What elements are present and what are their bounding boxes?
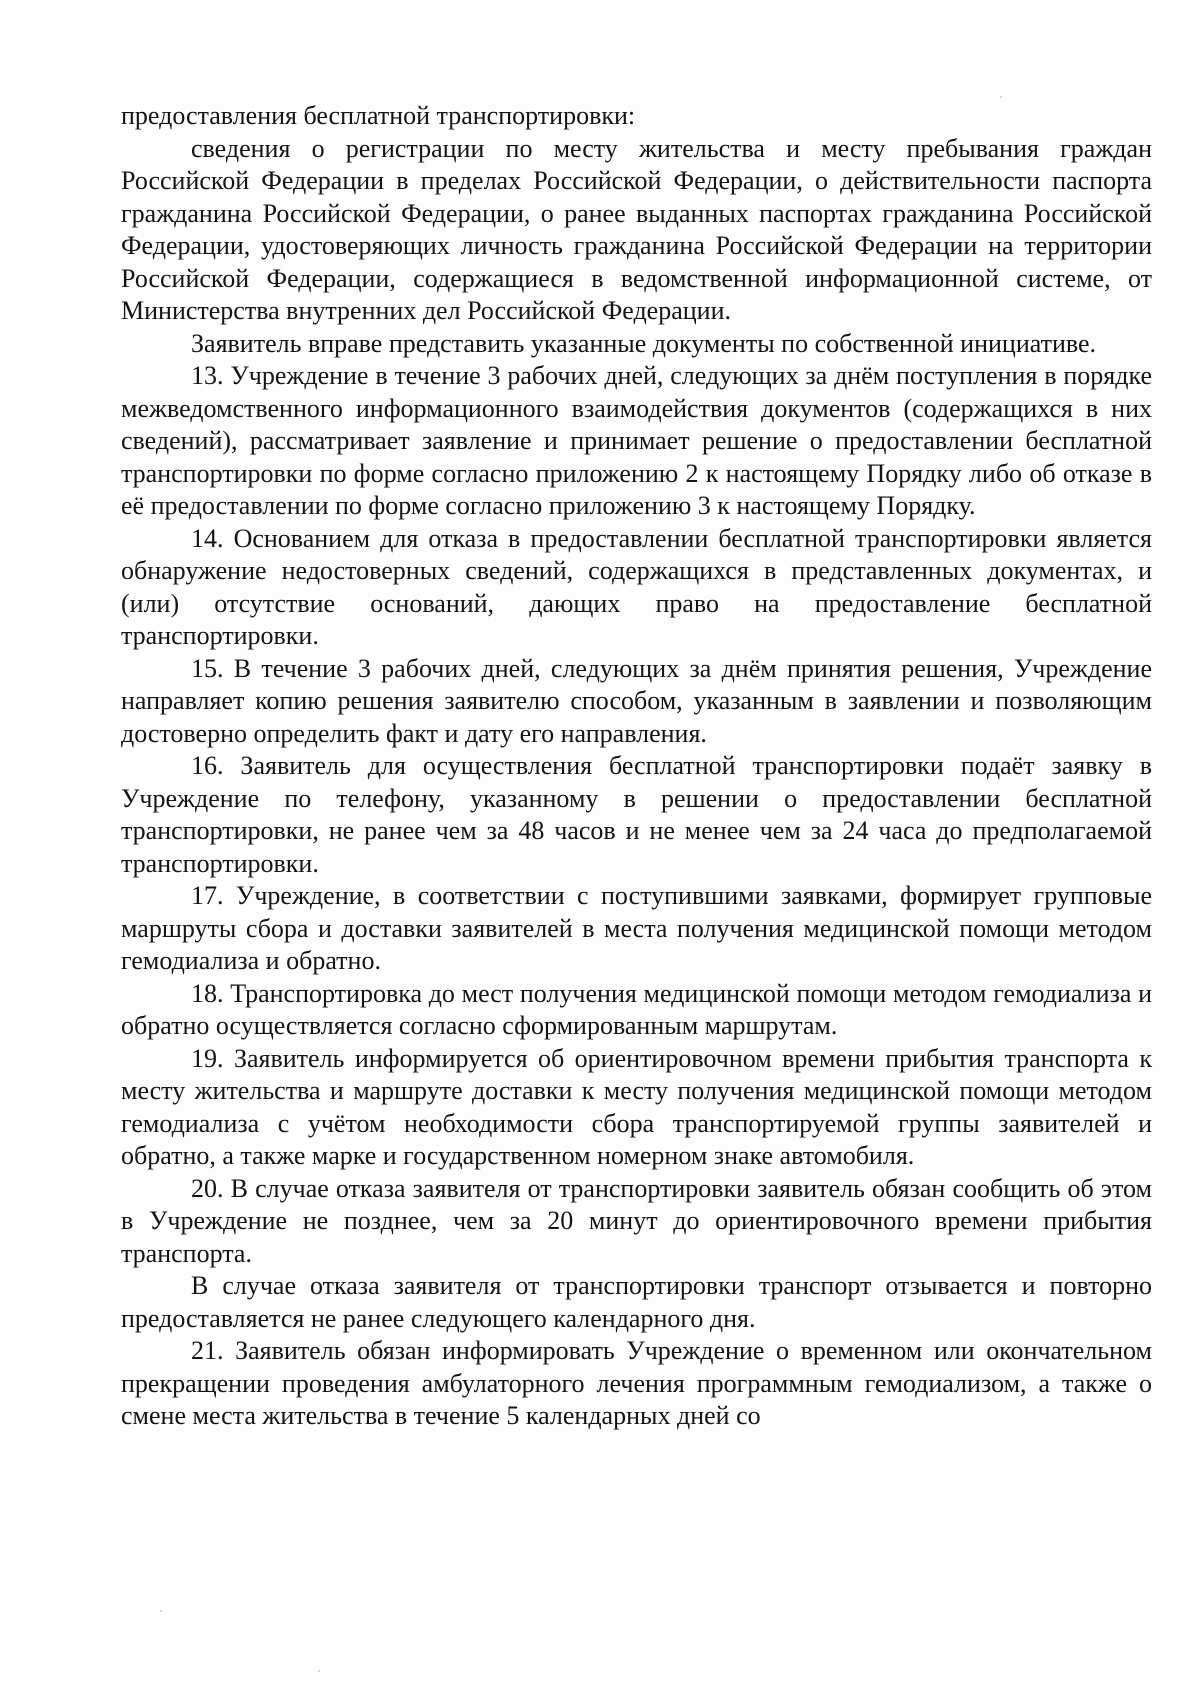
paragraph-item-18: 18. Транспортировка до мест получения медицинской помощи методом гемодиализа и обратно осуществляется согласно сформированным маршрутам. <box>121 978 1152 1040</box>
paragraph-item-19: 19. Заявитель информируется об ориентировочном времени прибытия транспорта к месту жительства и маршруте доставки к месту получения медицинской помощи методом гемодиализа с учётом необходимости сбора транспортируемой группы заявителей и обратно, а также марке и государственном номерном знаке автомобиля. <box>121 1043 1152 1170</box>
paragraph-item-13: 13. Учреждение в течение 3 рабочих дней, следующих за днём поступления в порядке межведомственного информационного взаимодействия документов (содержащихся в них сведений), рассматривает заявление и принимает решение о предоставлении бесплатной транспортировки по форме согласно приложению 2 к настоящему Порядку либо об отказе в её предоставлении по форме согласно приложению 3 к настоящему Порядку. <box>121 361 1152 520</box>
paragraph-item-16: 16. Заявитель для осуществления бесплатной транспортировки подаёт заявку в Учреждение по телефону, указанному в решении о предоставлении бесплатной транспортировки, не ранее чем за 48 часов и не менее чем за 24 часа до предполагаемой транспортировки. <box>121 751 1152 878</box>
paragraph-item-15: 15. В течение 3 рабочих дней, следующих за днём принятия решения, Учреждение направляет копию решения заявителю способом, указанным в заявлении и позволяющим достоверно определить факт и дату его направления. <box>121 653 1152 748</box>
scan-speck <box>160 1610 162 1612</box>
paragraph-registration-info: сведения о регистрации по месту жительства и месту пребывания граждан Российской Федерации в пределах Российской Федерации, о действительности паспорта гражданина Российской Федерации, о ранее выданных паспортах гражданина Российской Федерации, удостоверяющих личность гражданина Российской Федерации на территории Российской Федерации, содержащиеся в ведомственной информационной системе, от Министерства внутренних дел Российской Федерации. <box>121 133 1152 325</box>
scan-speck <box>1000 96 1002 98</box>
paragraph-item-17: 17. Учреждение, в соответствии с поступившими заявками, формирует групповые маршруты сбора и доставки заявителей в места получения медицинской помощи методом гемодиализа и обратно. <box>121 881 1152 975</box>
paragraph-continuation: предоставления бесплатной транспортировки: <box>121 101 636 130</box>
paragraph-item-20: 20. В случае отказа заявителя от транспортировки заявитель обязан сообщить об этом в Учреждение не позднее, чем за 20 минут до ориентировочного времени прибытия транспорта. <box>121 1173 1152 1268</box>
paragraph-item-20-cont: В случае отказа заявителя от транспортировки транспорт отзывается и повторно предоставляется не ранее следующего календарного дня. <box>121 1271 1152 1333</box>
scan-speck <box>318 1670 320 1672</box>
document-body <box>121 100 1152 1433</box>
paragraph-applicant-right: Заявитель вправе представить указанные документы по собственной инициативе. <box>191 328 1097 358</box>
paragraph-item-21: 21. Заявитель обязан информировать Учреждение о временном или окончательном прекращении проведения амбулаторного лечения программным гемодиализом, а также о смене места жительства в течение 5 календарных дней со <box>121 1336 1152 1430</box>
paragraph-item-14: 14. Основанием для отказа в предоставлении бесплатной транспортировки является обнаружение недостоверных сведений, содержащихся в представленных документах, и (или) отсутствие оснований, дающих право на предоставление бесплатной транспортировки. <box>121 523 1152 650</box>
